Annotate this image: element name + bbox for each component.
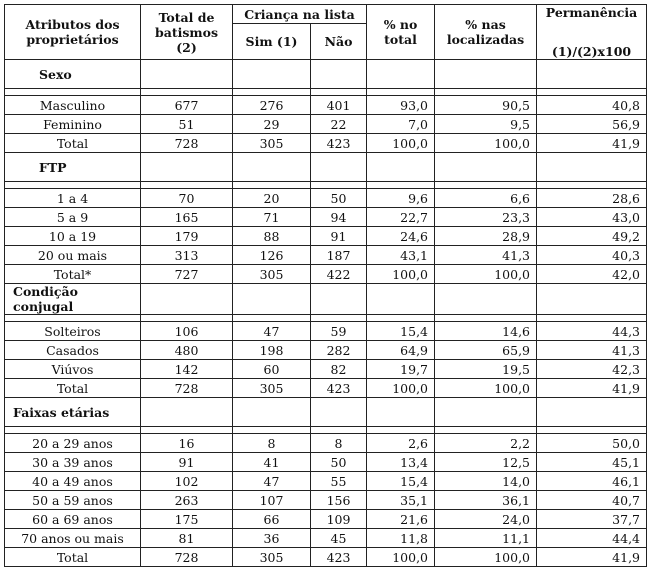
cell-nao: 59 — [311, 322, 367, 341]
cell-sim: 60 — [233, 360, 311, 379]
empty-cell — [141, 284, 233, 315]
empty-cell — [537, 182, 647, 189]
cell-nao: 22 — [311, 115, 367, 134]
empty-cell — [367, 182, 435, 189]
cell-pct-total: 64,9 — [367, 341, 435, 360]
cell-label: 70 anos ou mais — [5, 529, 141, 548]
cell-pct-localizadas: 9,5 — [435, 115, 537, 134]
cell-pct-total: 7,0 — [367, 115, 435, 134]
cell-pct-localizadas: 41,3 — [435, 246, 537, 265]
cell-pct-total: 11,8 — [367, 529, 435, 548]
cell-sim: 305 — [233, 134, 311, 153]
empty-cell — [367, 153, 435, 182]
header-pct-total: % no total — [367, 5, 435, 60]
cell-total-batismos: 81 — [141, 529, 233, 548]
header-nao: Não — [311, 24, 367, 60]
cell-permanencia: 44,4 — [537, 529, 647, 548]
empty-cell — [435, 427, 537, 434]
empty-cell — [537, 398, 647, 427]
cell-total-batismos: 51 — [141, 115, 233, 134]
cell-pct-total: 100,0 — [367, 265, 435, 284]
empty-cell — [141, 89, 233, 96]
table-row — [5, 246, 647, 265]
empty-cell — [367, 398, 435, 427]
cell-label: Viúvos — [5, 360, 141, 379]
cell-sim: 276 — [233, 96, 311, 115]
cell-nao: 423 — [311, 134, 367, 153]
cell-total-batismos: 263 — [141, 491, 233, 510]
table-row — [5, 115, 647, 134]
cell-label: 30 a 39 anos — [5, 453, 141, 472]
header-crianca-lista: Criança na lista — [233, 5, 367, 24]
empty-cell — [233, 398, 311, 427]
cell-pct-total: 15,4 — [367, 472, 435, 491]
cell-pct-localizadas: 100,0 — [435, 265, 537, 284]
cell-total-batismos: 480 — [141, 341, 233, 360]
empty-cell — [435, 89, 537, 96]
cell-total-batismos: 179 — [141, 227, 233, 246]
cell-label: 10 a 19 — [5, 227, 141, 246]
cell-permanencia: 43,0 — [537, 208, 647, 227]
cell-sim: 8 — [233, 434, 311, 453]
cell-label: 20 a 29 anos — [5, 434, 141, 453]
spacer-row — [5, 89, 647, 96]
empty-cell — [367, 89, 435, 96]
section-title: Condição conjugal — [5, 284, 141, 315]
cell-total-batismos: 106 — [141, 322, 233, 341]
cell-sim: 305 — [233, 548, 311, 567]
cell-label: 5 a 9 — [5, 208, 141, 227]
empty-cell — [233, 60, 311, 89]
cell-sim: 198 — [233, 341, 311, 360]
empty-cell — [141, 427, 233, 434]
cell-sim: 36 — [233, 529, 311, 548]
cell-nao: 423 — [311, 548, 367, 567]
table-row — [5, 491, 647, 510]
table-row — [5, 453, 647, 472]
cell-sim: 107 — [233, 491, 311, 510]
empty-cell — [233, 284, 311, 315]
cell-total-batismos: 727 — [141, 265, 233, 284]
header-total-batismos: Total de batismos (2) — [141, 5, 233, 60]
empty-cell — [367, 60, 435, 89]
section-header-row — [5, 153, 647, 182]
empty-cell — [141, 153, 233, 182]
empty-cell — [311, 315, 367, 322]
cell-label: 20 ou mais — [5, 246, 141, 265]
cell-total-batismos: 313 — [141, 246, 233, 265]
cell-pct-localizadas: 65,9 — [435, 341, 537, 360]
cell-label: 50 a 59 anos — [5, 491, 141, 510]
empty-cell — [141, 315, 233, 322]
cell-sim: 41 — [233, 453, 311, 472]
empty-cell — [311, 427, 367, 434]
cell-pct-total: 93,0 — [367, 96, 435, 115]
cell-pct-localizadas: 14,6 — [435, 322, 537, 341]
cell-nao: 401 — [311, 96, 367, 115]
cell-nao: 423 — [311, 379, 367, 398]
cell-permanencia: 41,3 — [537, 341, 647, 360]
cell-nao: 156 — [311, 491, 367, 510]
cell-label: 40 a 49 anos — [5, 472, 141, 491]
cell-total-batismos: 102 — [141, 472, 233, 491]
empty-cell — [367, 284, 435, 315]
cell-pct-localizadas: 12,5 — [435, 453, 537, 472]
table-row — [5, 379, 647, 398]
empty-cell — [233, 315, 311, 322]
cell-label: Casados — [5, 341, 141, 360]
cell-nao: 422 — [311, 265, 367, 284]
cell-permanencia: 40,7 — [537, 491, 647, 510]
empty-cell — [5, 182, 141, 189]
cell-total-batismos: 142 — [141, 360, 233, 379]
empty-cell — [141, 398, 233, 427]
empty-cell — [435, 60, 537, 89]
header-pct-localizadas: % nas localizadas — [435, 5, 537, 60]
cell-sim: 29 — [233, 115, 311, 134]
empty-cell — [435, 153, 537, 182]
cell-sim: 47 — [233, 472, 311, 491]
empty-cell — [537, 284, 647, 315]
cell-pct-total: 100,0 — [367, 134, 435, 153]
cell-total-batismos: 91 — [141, 453, 233, 472]
cell-pct-total: 100,0 — [367, 379, 435, 398]
empty-cell — [233, 89, 311, 96]
cell-pct-total: 21,6 — [367, 510, 435, 529]
empty-cell — [435, 182, 537, 189]
cell-permanencia: 42,0 — [537, 265, 647, 284]
cell-permanencia: 41,9 — [537, 379, 647, 398]
cell-pct-localizadas: 36,1 — [435, 491, 537, 510]
spacer-row — [5, 315, 647, 322]
cell-nao: 282 — [311, 341, 367, 360]
cell-nao: 187 — [311, 246, 367, 265]
cell-permanencia: 37,7 — [537, 510, 647, 529]
cell-nao: 94 — [311, 208, 367, 227]
empty-cell — [141, 182, 233, 189]
spacer-row — [5, 182, 647, 189]
cell-nao: 82 — [311, 360, 367, 379]
empty-cell — [537, 427, 647, 434]
cell-nao: 50 — [311, 189, 367, 208]
cell-permanencia: 50,0 — [537, 434, 647, 453]
cell-label: Feminino — [5, 115, 141, 134]
empty-cell — [233, 427, 311, 434]
cell-pct-localizadas: 19,5 — [435, 360, 537, 379]
cell-pct-total: 43,1 — [367, 246, 435, 265]
section-header-row — [5, 60, 647, 89]
cell-sim: 126 — [233, 246, 311, 265]
cell-total-batismos: 677 — [141, 96, 233, 115]
table-row — [5, 434, 647, 453]
table-row — [5, 189, 647, 208]
cell-pct-localizadas: 2,2 — [435, 434, 537, 453]
section-header-row — [5, 398, 647, 427]
section-title: Faixas etárias — [5, 398, 141, 427]
cell-pct-localizadas: 6,6 — [435, 189, 537, 208]
cell-label: Total — [5, 548, 141, 567]
cell-pct-localizadas: 100,0 — [435, 134, 537, 153]
table-row — [5, 529, 647, 548]
cell-pct-localizadas: 23,3 — [435, 208, 537, 227]
table-body — [5, 60, 647, 567]
table-row — [5, 96, 647, 115]
cell-sim: 305 — [233, 379, 311, 398]
cell-nao: 45 — [311, 529, 367, 548]
cell-label: 60 a 69 anos — [5, 510, 141, 529]
cell-sim: 71 — [233, 208, 311, 227]
cell-pct-total: 100,0 — [367, 548, 435, 567]
cell-nao: 8 — [311, 434, 367, 453]
cell-sim: 88 — [233, 227, 311, 246]
section-title: Sexo — [5, 60, 141, 89]
header-sim: Sim (1) — [233, 24, 311, 60]
cell-nao: 109 — [311, 510, 367, 529]
empty-cell — [233, 153, 311, 182]
header-atributos: Atributos dos proprietários — [5, 5, 141, 60]
cell-sim: 20 — [233, 189, 311, 208]
cell-permanencia: 56,9 — [537, 115, 647, 134]
section-header-row — [5, 284, 647, 315]
cell-pct-localizadas: 100,0 — [435, 548, 537, 567]
cell-pct-localizadas: 14,0 — [435, 472, 537, 491]
empty-cell — [537, 315, 647, 322]
cell-permanencia: 49,2 — [537, 227, 647, 246]
cell-label: Total* — [5, 265, 141, 284]
data-table — [4, 4, 647, 567]
cell-permanencia: 45,1 — [537, 453, 647, 472]
cell-label: Total — [5, 379, 141, 398]
cell-label: Solteiros — [5, 322, 141, 341]
empty-cell — [5, 89, 141, 96]
empty-cell — [311, 182, 367, 189]
cell-label: Masculino — [5, 96, 141, 115]
header-permanencia-formula: (1)/(2)x100 — [551, 44, 632, 59]
empty-cell — [537, 153, 647, 182]
spacer-row — [5, 427, 647, 434]
cell-pct-localizadas: 28,9 — [435, 227, 537, 246]
header-permanencia — [537, 5, 647, 60]
empty-cell — [5, 427, 141, 434]
table-row — [5, 472, 647, 491]
cell-sim: 305 — [233, 265, 311, 284]
table-row — [5, 341, 647, 360]
table-row — [5, 548, 647, 567]
cell-pct-total: 24,6 — [367, 227, 435, 246]
cell-nao: 50 — [311, 453, 367, 472]
cell-permanencia: 41,9 — [537, 134, 647, 153]
cell-permanencia: 28,6 — [537, 189, 647, 208]
table-row — [5, 322, 647, 341]
empty-cell — [311, 60, 367, 89]
cell-pct-total: 35,1 — [367, 491, 435, 510]
cell-permanencia: 40,3 — [537, 246, 647, 265]
cell-pct-total: 19,7 — [367, 360, 435, 379]
cell-pct-total: 2,6 — [367, 434, 435, 453]
cell-pct-localizadas: 90,5 — [435, 96, 537, 115]
cell-nao: 55 — [311, 472, 367, 491]
cell-total-batismos: 175 — [141, 510, 233, 529]
empty-cell — [311, 398, 367, 427]
table-row — [5, 510, 647, 529]
empty-cell — [435, 315, 537, 322]
table-row — [5, 208, 647, 227]
table-row — [5, 265, 647, 284]
cell-pct-localizadas: 100,0 — [435, 379, 537, 398]
cell-permanencia: 40,8 — [537, 96, 647, 115]
cell-label: Total — [5, 134, 141, 153]
table-row — [5, 227, 647, 246]
empty-cell — [141, 60, 233, 89]
empty-cell — [367, 427, 435, 434]
section-title: FTP — [5, 153, 141, 182]
empty-cell — [367, 315, 435, 322]
empty-cell — [537, 60, 647, 89]
empty-cell — [537, 89, 647, 96]
cell-sim: 47 — [233, 322, 311, 341]
cell-total-batismos: 728 — [141, 379, 233, 398]
cell-total-batismos: 165 — [141, 208, 233, 227]
empty-cell — [233, 182, 311, 189]
cell-pct-total: 9,6 — [367, 189, 435, 208]
cell-sim: 66 — [233, 510, 311, 529]
cell-pct-total: 15,4 — [367, 322, 435, 341]
cell-total-batismos: 728 — [141, 548, 233, 567]
cell-total-batismos: 16 — [141, 434, 233, 453]
table-row — [5, 360, 647, 379]
cell-pct-localizadas: 24,0 — [435, 510, 537, 529]
empty-cell — [435, 284, 537, 315]
cell-total-batismos: 728 — [141, 134, 233, 153]
header-permanencia-title: Permanência — [545, 5, 638, 20]
cell-nao: 91 — [311, 227, 367, 246]
cell-permanencia: 44,3 — [537, 322, 647, 341]
empty-cell — [311, 284, 367, 315]
cell-pct-total: 13,4 — [367, 453, 435, 472]
empty-cell — [5, 315, 141, 322]
cell-pct-localizadas: 11,1 — [435, 529, 537, 548]
cell-permanencia: 41,9 — [537, 548, 647, 567]
empty-cell — [435, 398, 537, 427]
cell-permanencia: 46,1 — [537, 472, 647, 491]
cell-pct-total: 22,7 — [367, 208, 435, 227]
cell-permanencia: 42,3 — [537, 360, 647, 379]
empty-cell — [311, 153, 367, 182]
cell-total-batismos: 70 — [141, 189, 233, 208]
empty-cell — [311, 89, 367, 96]
table-row — [5, 134, 647, 153]
cell-label: 1 a 4 — [5, 189, 141, 208]
